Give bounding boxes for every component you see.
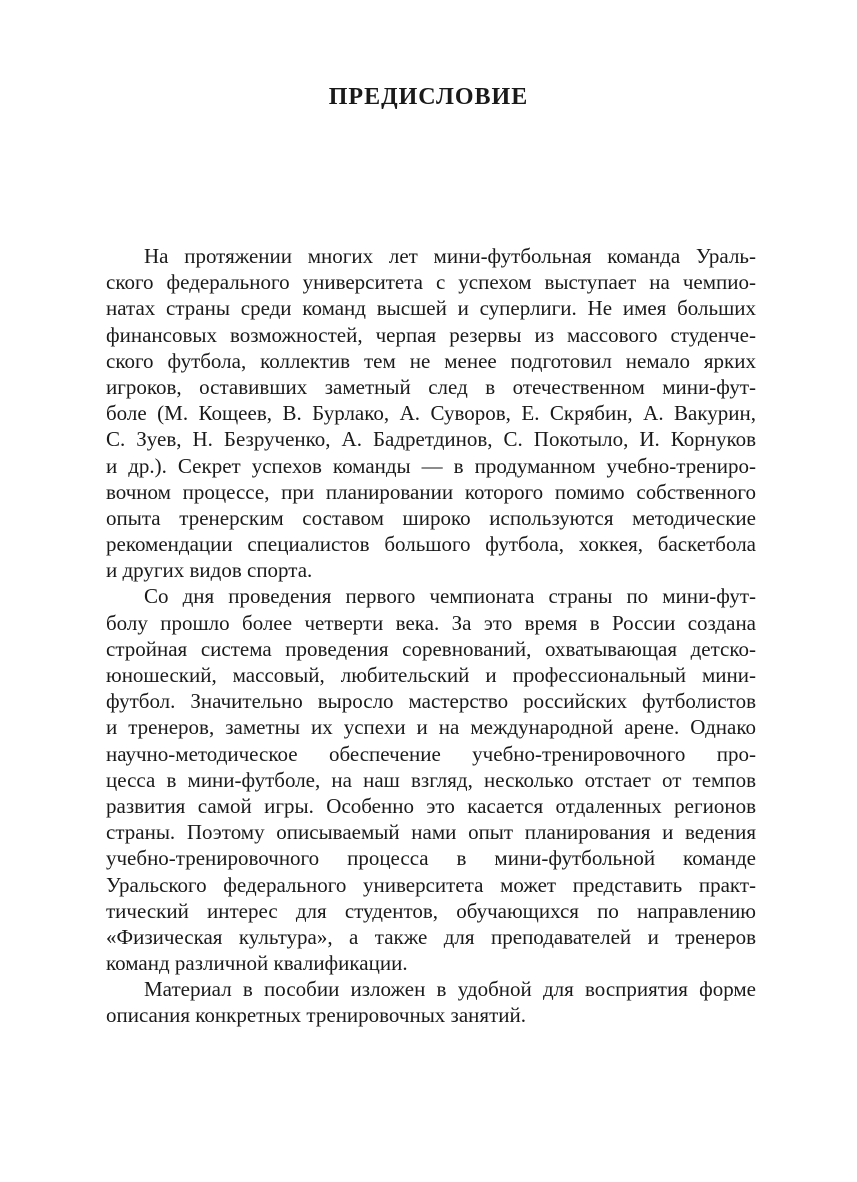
text-line: натах страны среди команд высшей и суперлиги. Не имея больших [106,296,756,321]
text-line: С. Зуев, Н. Безрученко, А. Бадретдинов, С. Покотыло, И. Корнуков [106,427,756,452]
text-line: Уральского федерального университета может представить практ- [106,872,756,897]
text-line: и тренеров, заметны их успехи и на международной арене. Однако [106,715,756,740]
paragraph-1 [106,243,756,583]
text-line: опыта тренерским составом широко используются методические [106,505,756,530]
text-line: игроков, оставивших заметный след в отечественном мини-фут- [106,374,756,399]
text-line: Материал в пособии изложен в удобной для восприятия форме [144,977,756,1002]
text-line: научно-методическое обеспечение учебно-тренировочного про- [106,741,756,766]
text-line: ского федерального университета с успехом выступает на чемпио- [106,270,756,295]
text-line: болу прошло более четверти века. За это время в России создана [106,610,756,635]
text-line: вочном процессе, при планировании которого помимо собственного [106,479,756,504]
text-line: «Физическая культура», а также для преподавателей и тренеров [106,924,756,949]
text-line: учебно-тренировочного процесса в мини-футбольной команде [106,846,756,871]
text-line: Со дня проведения первого чемпионата страны по мини-фут- [144,584,756,609]
text-line: команд различной квалификации. [106,951,408,976]
text-line: На протяжении многих лет мини-футбольная команда Ураль- [144,244,756,268]
text-line: и других видов спорта. [106,558,313,583]
text-line: цесса в мини-футболе, на наш взгляд, несколько отстает от темпов [106,767,756,792]
text-line: развития самой игры. Особенно это касается отдаленных регионов [106,793,756,818]
text-line: футбол. Значительно выросло мастерство российских футболистов [106,689,756,714]
paragraph-2 [106,583,756,976]
text-line: юношеский, массовый, любительский и профессиональный мини- [106,663,756,687]
text-line: страны. Поэтому описываемый нами опыт планирования и ведения [106,820,756,845]
paragraph-3 [106,976,756,1028]
text-line: стройная система проведения соревнований, охватывающая детско- [106,636,756,661]
text-line: рекомендации специалистов большого футбола, хоккея, баскетбола [106,532,756,557]
text-line: ского футбола, коллектив тем не менее подготовил немало ярких [106,348,756,373]
page-title: ПРЕДИСЛОВИЕ [328,84,529,110]
text-line: описания конкретных тренировочных занятий. [106,1003,526,1028]
text-line: и др.). Секрет успехов команды — в продуманном учебно-трениро- [106,453,756,478]
text-line: боле (М. Кощеев, В. Бурлако, А. Суворов, Е. Скрябин, А. Вакурин, [106,401,756,426]
text-line: финансовых возможностей, черпая резервы из массового студенче- [106,322,756,347]
text-line: тический интерес для студентов, обучающихся по направлению [106,898,756,923]
body-text [106,243,756,1029]
